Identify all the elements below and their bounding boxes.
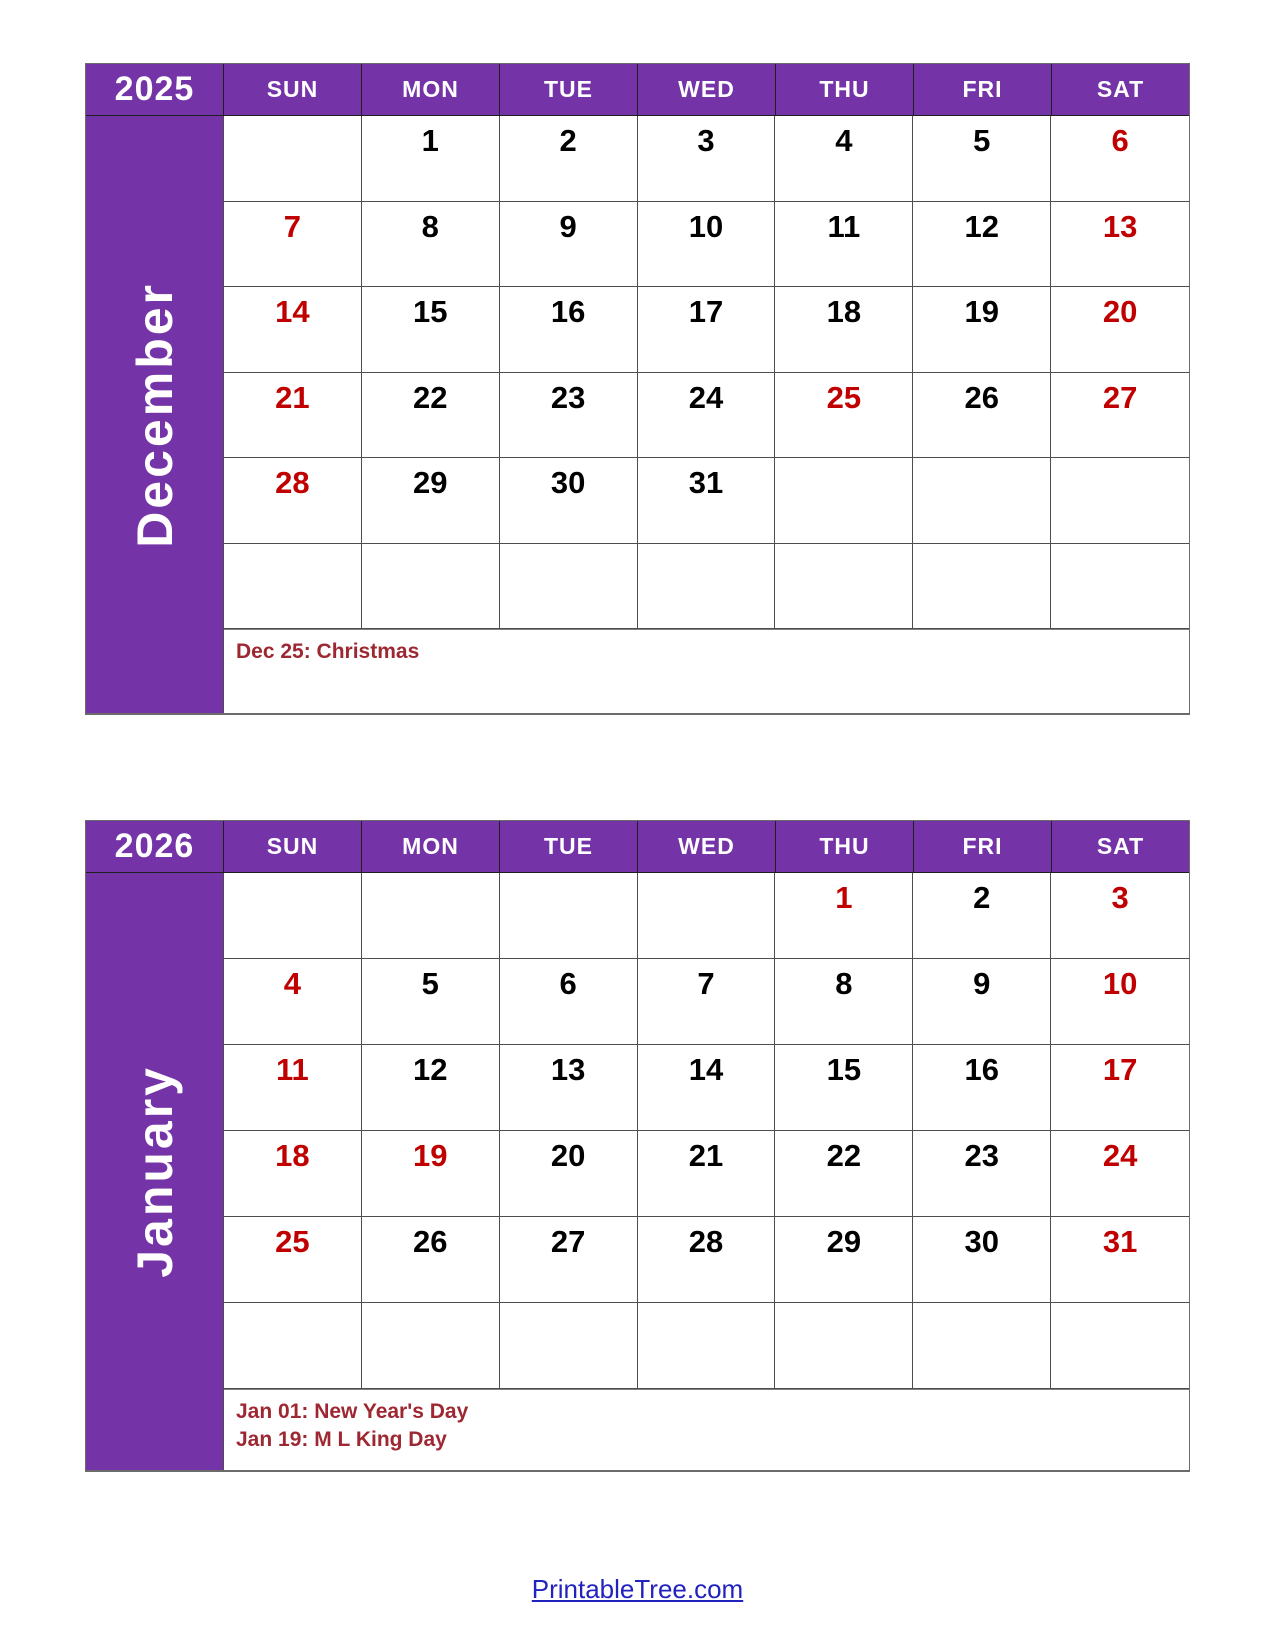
date-cell: 9	[500, 202, 638, 288]
holiday-notes	[224, 1389, 1189, 1470]
dates-grid	[224, 116, 1189, 629]
date-cell: 11	[775, 202, 913, 288]
date-cell: 19	[913, 287, 1051, 373]
date-cell: 11	[224, 1045, 362, 1131]
date-cell: 6	[1051, 116, 1189, 202]
site-footer	[0, 1574, 1275, 1605]
date-cell: 4	[775, 116, 913, 202]
date-cell	[913, 1303, 1051, 1389]
month-sidebar	[86, 116, 224, 713]
date-cell: 22	[775, 1131, 913, 1217]
date-cell: 17	[638, 287, 776, 373]
date-cell: 19	[362, 1131, 500, 1217]
date-cell: 14	[224, 287, 362, 373]
date-cell: 6	[500, 959, 638, 1045]
date-cell: 13	[500, 1045, 638, 1131]
date-cell: 27	[500, 1217, 638, 1303]
date-cell: 15	[775, 1045, 913, 1131]
date-cell	[1051, 458, 1189, 544]
date-cell: 8	[775, 959, 913, 1045]
date-cell	[362, 544, 500, 630]
date-cell: 4	[224, 959, 362, 1045]
date-cell: 31	[1051, 1217, 1189, 1303]
date-cell	[362, 873, 500, 959]
holiday-note: Jan 19: M L King Day	[236, 1428, 447, 1451]
date-cell: 27	[1051, 373, 1189, 459]
date-cell: 31	[638, 458, 776, 544]
date-cell: 30	[913, 1217, 1051, 1303]
date-cell: 26	[913, 373, 1051, 459]
day-header-fri: FRI	[914, 64, 1052, 115]
date-cell	[775, 1303, 913, 1389]
date-cell: 7	[638, 959, 776, 1045]
day-header-thu: THU	[776, 821, 914, 872]
date-cell: 29	[775, 1217, 913, 1303]
calendar-december-2025	[85, 63, 1190, 715]
holiday-note: Dec 25: Christmas	[236, 640, 420, 663]
printabletree-link[interactable]: PrintableTree.com	[531, 1574, 744, 1604]
date-cell: 23	[500, 373, 638, 459]
date-cell: 21	[224, 373, 362, 459]
calendar-body	[86, 873, 1189, 1470]
month-name: December	[126, 281, 183, 548]
date-cell: 2	[913, 873, 1051, 959]
date-cell: 5	[362, 959, 500, 1045]
date-cell	[500, 1303, 638, 1389]
date-cell: 1	[362, 116, 500, 202]
date-cell: 20	[1051, 287, 1189, 373]
day-header-mon: MON	[362, 821, 500, 872]
date-cell	[1051, 544, 1189, 630]
date-cell: 15	[362, 287, 500, 373]
day-header-tue: TUE	[500, 64, 638, 115]
calendar-header-row	[86, 64, 1189, 116]
date-cell: 26	[362, 1217, 500, 1303]
date-cell: 18	[775, 287, 913, 373]
date-cell: 12	[362, 1045, 500, 1131]
date-cell	[775, 458, 913, 544]
day-header-tue: TUE	[500, 821, 638, 872]
day-header-wed: WED	[638, 821, 776, 872]
date-cell: 10	[638, 202, 776, 288]
day-header-thu: THU	[776, 64, 914, 115]
date-cell	[913, 458, 1051, 544]
date-cell: 25	[224, 1217, 362, 1303]
date-cell: 14	[638, 1045, 776, 1131]
holiday-note: Jan 01: New Year's Day	[236, 1400, 469, 1423]
date-cell	[500, 873, 638, 959]
calendar-grid-area	[224, 873, 1189, 1470]
date-cell	[913, 544, 1051, 630]
date-cell: 9	[913, 959, 1051, 1045]
date-cell: 16	[500, 287, 638, 373]
year-label: 2025	[86, 64, 224, 115]
year-label: 2026	[86, 821, 224, 872]
date-cell: 12	[913, 202, 1051, 288]
date-cell: 5	[913, 116, 1051, 202]
date-cell: 3	[1051, 873, 1189, 959]
calendar-header-row	[86, 821, 1189, 873]
date-cell	[224, 116, 362, 202]
date-cell: 1	[775, 873, 913, 959]
holiday-notes	[224, 629, 1189, 713]
day-header-sun: SUN	[224, 821, 362, 872]
date-cell	[500, 544, 638, 630]
date-cell: 13	[1051, 202, 1189, 288]
date-cell	[638, 544, 776, 630]
date-cell: 16	[913, 1045, 1051, 1131]
calendar-grid-area	[224, 116, 1189, 713]
date-cell: 8	[362, 202, 500, 288]
date-cell: 28	[224, 458, 362, 544]
date-cell: 23	[913, 1131, 1051, 1217]
date-cell: 29	[362, 458, 500, 544]
date-cell: 18	[224, 1131, 362, 1217]
day-header-mon: MON	[362, 64, 500, 115]
date-cell: 24	[1051, 1131, 1189, 1217]
date-cell	[638, 1303, 776, 1389]
month-sidebar	[86, 873, 224, 1470]
day-header-sat: SAT	[1096, 76, 1145, 102]
date-cell	[362, 1303, 500, 1389]
day-header-sun: SUN	[224, 64, 362, 115]
date-cell	[638, 873, 776, 959]
date-cell	[224, 1303, 362, 1389]
date-cell: 30	[500, 458, 638, 544]
calendar-body	[86, 116, 1189, 713]
calendar-january-2026	[85, 820, 1190, 1472]
day-header-sat: SAT	[1096, 833, 1145, 859]
date-cell	[775, 544, 913, 630]
month-name: January	[126, 1065, 183, 1278]
date-cell: 25	[775, 373, 913, 459]
date-cell: 20	[500, 1131, 638, 1217]
date-cell: 3	[638, 116, 776, 202]
date-cell	[1051, 1303, 1189, 1389]
date-cell: 21	[638, 1131, 776, 1217]
date-cell: 7	[224, 202, 362, 288]
day-header-wed: WED	[638, 64, 776, 115]
dates-grid	[224, 873, 1189, 1389]
date-cell: 17	[1051, 1045, 1189, 1131]
date-cell: 22	[362, 373, 500, 459]
date-cell	[224, 873, 362, 959]
date-cell	[224, 544, 362, 630]
date-cell: 24	[638, 373, 776, 459]
date-cell: 2	[500, 116, 638, 202]
date-cell: 28	[638, 1217, 776, 1303]
day-header-fri: FRI	[914, 821, 1052, 872]
date-cell: 10	[1051, 959, 1189, 1045]
